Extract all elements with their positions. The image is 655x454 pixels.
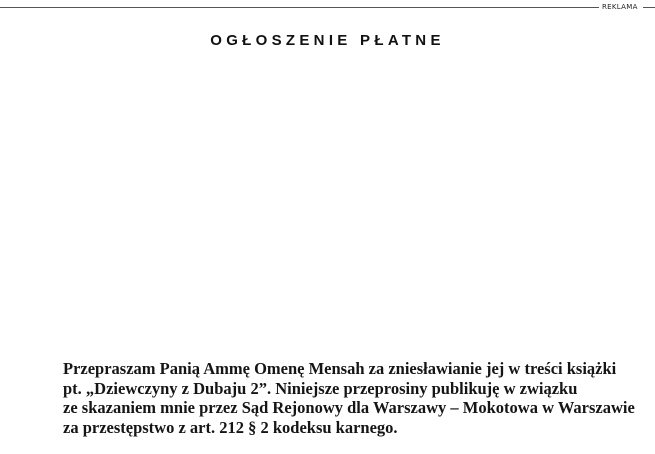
ad-title: OGŁOSZENIE PŁATNE — [210, 32, 445, 49]
section-header — [0, 0, 655, 14]
ad-body — [63, 359, 643, 437]
ad-body-line: za przestępstwo z art. 212 § 2 kodeksu karnego. — [63, 417, 398, 437]
header-divider-right — [643, 7, 655, 8]
section-label: REKLAMA — [602, 3, 638, 11]
ad-body-line: ze skazaniem mnie przez Sąd Rejonowy dla Warszawy – Mokotowa w Warszawie — [63, 398, 635, 417]
header-divider-left — [0, 7, 599, 8]
ad-body-line: pt. „Dziewczyny z Dubaju 2”. Niniejsze przeprosiny publikuję w związku — [63, 378, 578, 398]
ad-body-line: Przepraszam Panią Ammę Omenę Mensah za zniesławianie jej w treści książki — [63, 359, 617, 378]
